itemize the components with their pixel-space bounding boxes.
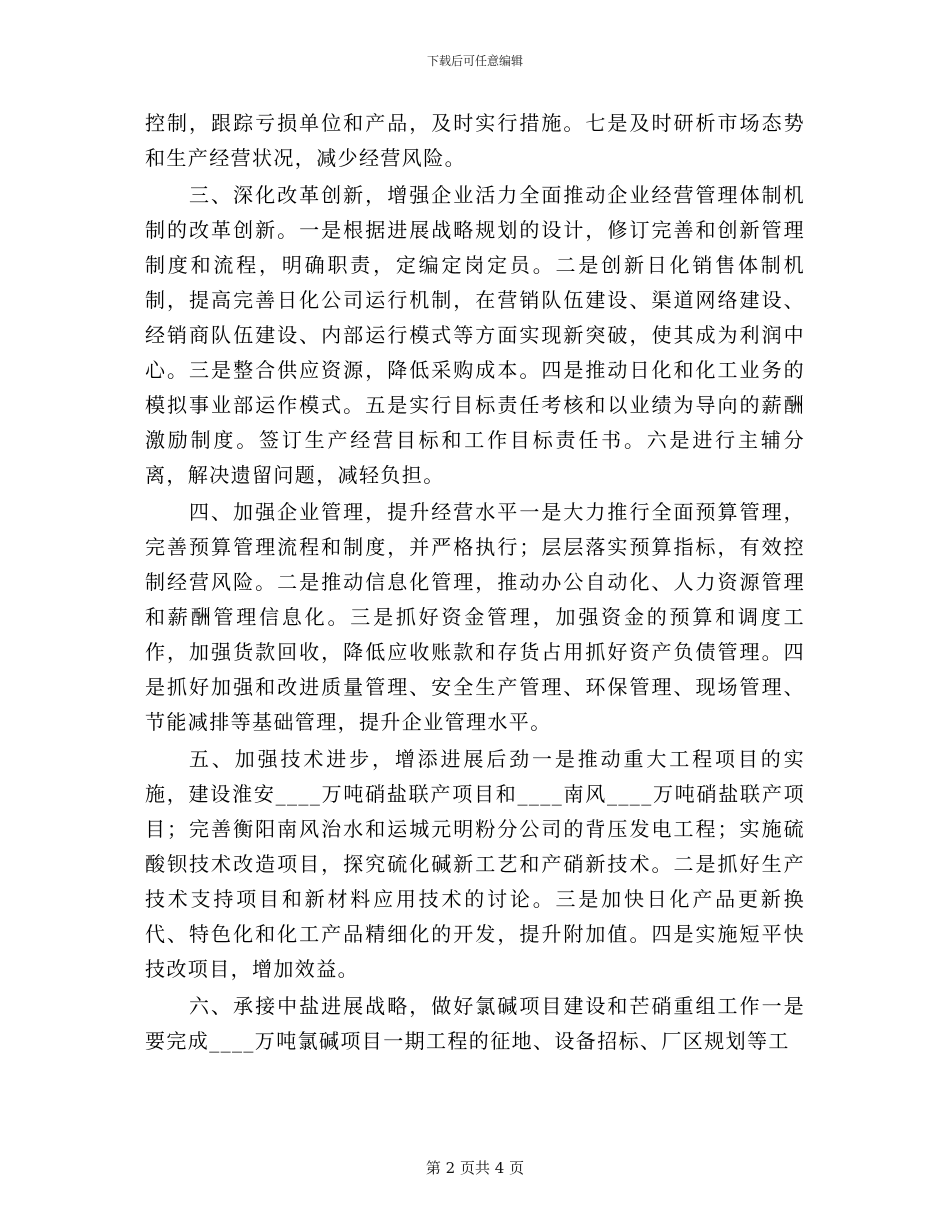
page-header: 下载后可任意编辑 (426, 54, 523, 68)
paragraph-text: 全面推动企业经营管理体制机制的改革创新。一是根据进展战略规划的设计，修订完善和创新管理制度和流程，明确职责，定编定岗定员。二是创新日化销售体制机制，提高完善日化公司运行机制，在营销队伍建设、渠道网络建设、经销商队伍建设、内部运行模式等方面实现新突破，使其成为利润中心。三是整合供应资源，降低采购成本。四是推动日化和化工业务的模拟事业部运作模式。五是实行目标责任考核和以业绩为导向的薪酬激励制度。签订生产经营目标和工作目标责任书。六是进行主辅分离，解决遗留问题，减轻负担。 (145, 183, 806, 487)
paragraph-text: 一是推动重大工程项目的实施，建设淮安____万吨硝盐联产项目和____南风____万吨硝盐联产项目；完善衡阳南风治水和运城元明粉分公司的背压发电工程；实施硫酸钡技术改造项目，探究硫化碱新工艺和产硝新技术。二是抓好生产技术支持项目和新材料应用技术的讨论。三是加快日化产品更新换代、特色化和化工产品精细化的开发，提升附加值。四是实施短平快技改项目，增加效益。 (145, 747, 805, 981)
section-heading: 六、承接中盐进展战略，做好氯碱项目建设和芒硝重组工作 (189, 994, 762, 1018)
paragraph-section-5 (145, 742, 805, 987)
document-body (145, 106, 805, 1059)
paragraph-text: 控制，跟踪亏损单位和产品，及时实行措施。七是及时研析市场态势和生产经营状况，减少经营风险。 (145, 111, 805, 170)
page-footer: 第 2 页共 4 页 (425, 1159, 525, 1177)
paragraph-section-6 (145, 989, 805, 1059)
paragraph-text: 一是要完成____万吨氯碱项目一期工程的征地、设备招标、厂区规划等工 (145, 994, 805, 1053)
section-heading: 五、加强技术进步，增添进展后劲 (189, 747, 533, 771)
paragraph-text: 一是大力推行全面预算管理，完善预算管理流程和制度，并严格执行；层层落实预算指标，有效控制经营风险。二是推动信息化管理，推动办公自动化、人力资源管理和薪酬管理信息化。三是抓好资金管理，加强资金的预算和调度工作，加强货款回收，降低应收账款和存货占用抓好资产负债管理。四是抓好加强和改进质量管理、安全生产管理、环保管理、现场管理、节能减排等基础管理，提升企业管理水平。 (145, 500, 806, 734)
section-heading: 四、加强企业管理，提升经营水平 (189, 500, 520, 524)
paragraph-continuation (145, 106, 805, 176)
section-heading: 三、深化改革创新，增强企业活力 (189, 183, 520, 207)
paragraph-section-4 (145, 495, 805, 740)
paragraph-section-3 (145, 178, 805, 493)
